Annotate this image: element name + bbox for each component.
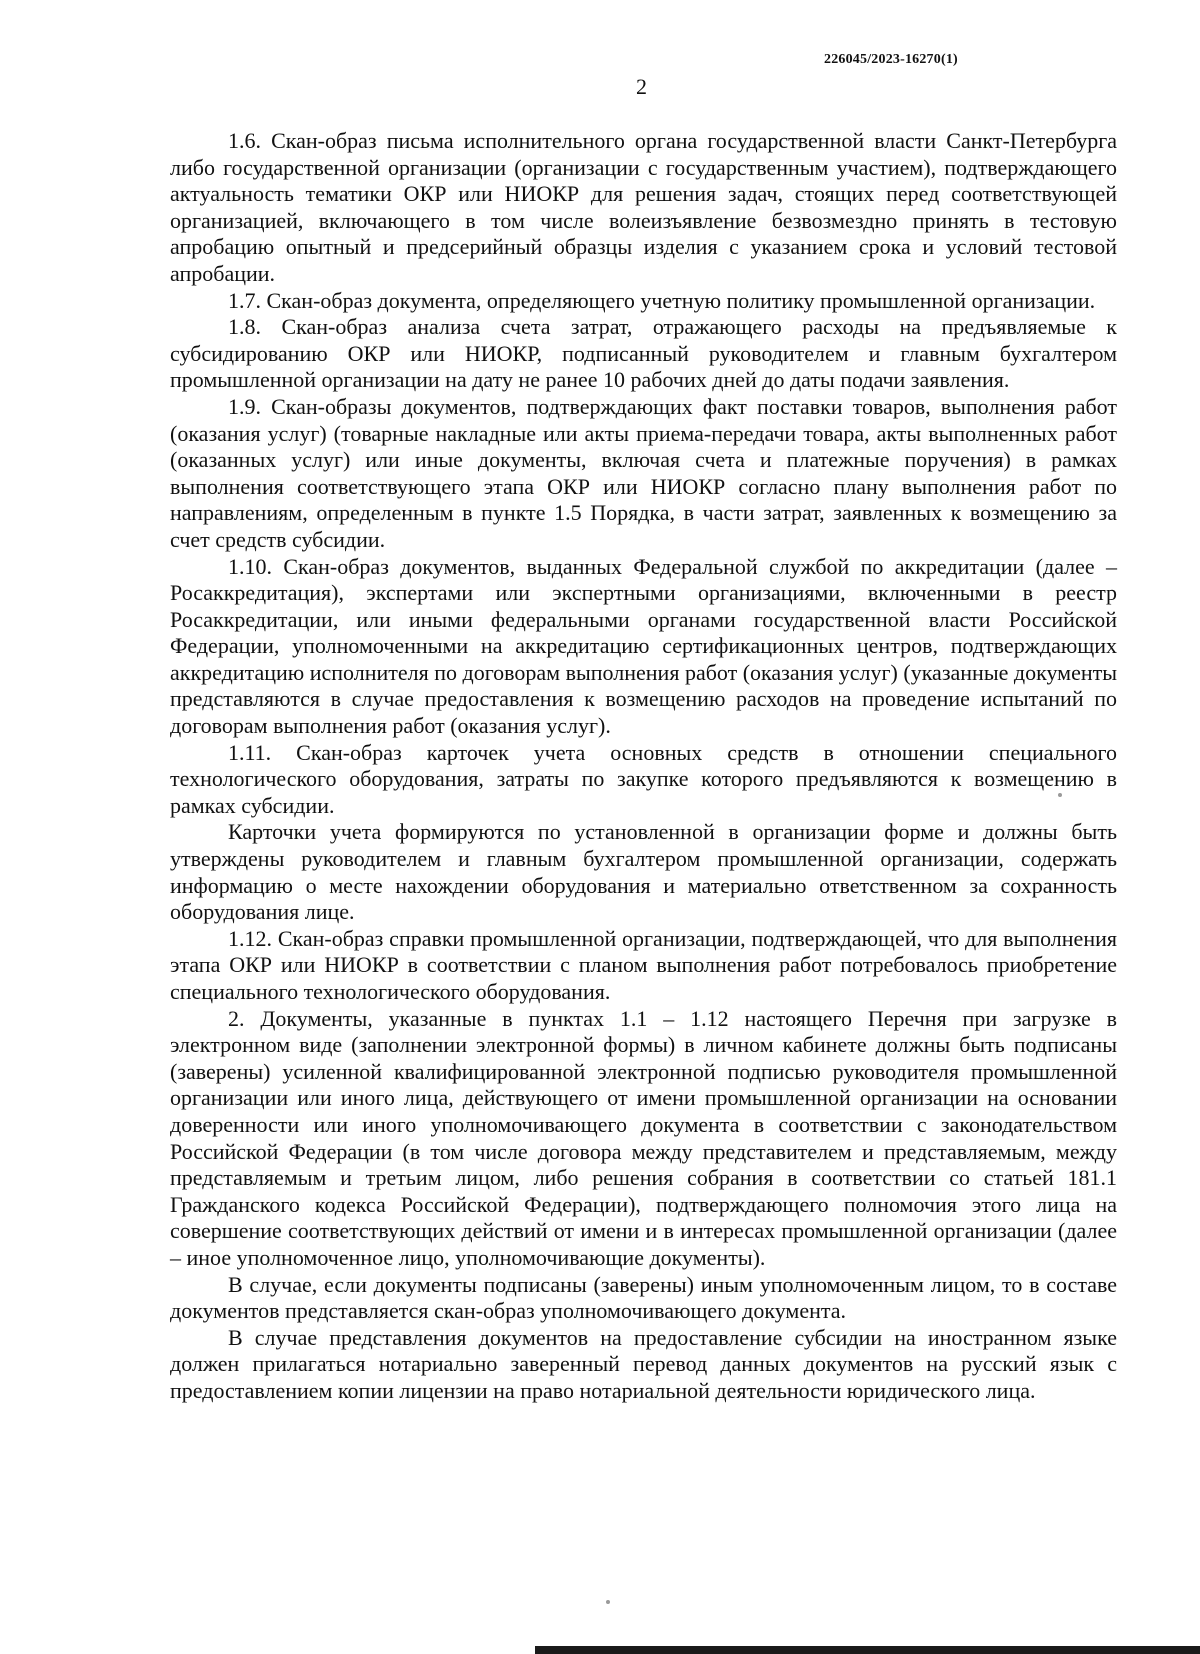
paragraph-1-10: 1.10. Скан-образ документов, выданных Федеральной службой по аккредитации (далее – Росаккредитация), экспертами или экспертными организациями, включенными в реестр Росаккредитации, или иными федеральными органами государственной власти Российской Федерации, уполномоченными на аккредитацию сертификационных центров, подтверждающих аккредитацию исполнителя по договорам выполнения работ (оказания услуг) (указанные документы представляются в случае предоставления к возмещению расходов на проведение испытаний по договорам выполнения работ (оказания услуг). <box>170 553 1118 739</box>
paragraph-1-9: 1.9. Скан-образы документов, подтверждающих факт поставки товаров, выполнения работ (оказания услуг) (товарные накладные или акты приема-передачи товара, акты выполненных работ (оказанных услуг) или иные документы, включая счета и платежные поручения) в рамках выполнения соответствующего этапа ОКР или НИОКР согласно плану выполнения работ по направлениям, определенным в пункте 1.5 Порядка, в части затрат, заявленных к возмещению за счет средств субсидии. <box>170 393 1117 552</box>
paragraph-1-8: 1.8. Скан-образ анализа счета затрат, отражающего расходы на предъявляемые к субсидированию ОКР или НИОКР, подписанный руководителем и главным бухгалтером промышленной организации на дату не ранее 10 рабочих дней до даты подачи заявления. <box>170 314 1117 393</box>
document-body <box>170 128 1117 1405</box>
paragraph-1-6: 1.6. Скан-образ письма исполнительного органа государственной власти Санкт-Петербурга либо государственной организации (организации с государственным участием), подтверждающего актуальность тематики ОКР или НИОКР для решения задач, стоящих перед соответствующей организацией, включающего в том числе волеизъявление безвозмездно принять в тестовую апробацию опытный и предсерийный образцы изделия с указанием срока и условий тестовой апробации. <box>170 128 1117 286</box>
paragraph-1-11: 1.11. Скан-образ карточек учета основных средств в отношении специального технологического оборудования, затраты по закупке которого предъявляются к возмещению в рамках субсидии. <box>170 739 1117 818</box>
bottom-scan-border <box>535 1646 1200 1654</box>
document-registration-number: 226045/2023-16270(1) <box>824 52 958 67</box>
scan-artifact-dot <box>606 1600 610 1604</box>
paragraph-2: 2. Документы, указанные в пунктах 1.1 – 1.12 настоящего Перечня при загрузке в электронном виде (заполнении электронной формы) в личном кабинете должны быть подписаны (заверены) усиленной квалифицированной электронной подписью руководителя промышленной организации или иного лица, действующего от имени промышленной организации на основании доверенности или иного уполномочивающего документа в соответствии с законодательством Российской Федерации (в том числе договора между представителем и представляемым, между представляемым и третьим лицом, либо решения собрания в соответствии со статьей 181.1 Гражданского кодекса Российской Федерации), подтверждающего полномочия этого лица на совершение соответствующих действий от имени и в интересах промышленной организации (далее – иное уполномоченное лицо, уполномочивающие документы). <box>170 1005 1117 1270</box>
paragraph-asset-cards: Карточки учета формируются по установленной в организации форме и должны быть утверждены руководителем и главным бухгалтером промышленной организации, содержать информацию о месте нахождении оборудования и материально ответственном за сохранность оборудования лице. <box>170 819 1117 925</box>
scan-artifact-dot <box>1058 793 1062 797</box>
page-number: 2 <box>636 74 647 99</box>
paragraph-1-7: 1.7. Скан-образ документа, определяющего учетную политику промышленной организации. <box>228 287 1096 313</box>
paragraph-authorized-person: В случае, если документы подписаны (заверены) иным уполномоченным лицом, то в составе документов представляется скан-образ уполномочивающего документа. <box>170 1271 1117 1324</box>
paragraph-foreign-language: В случае представления документов на предоставление субсидии на иностранном языке должен прилагаться нотариально заверенный перевод данных документов на русский язык с предоставлением копии лицензии на право нотариальной деятельности юридического лица. <box>170 1324 1117 1403</box>
paragraph-1-12: 1.12. Скан-образ справки промышленной организации, подтверждающей, что для выполнения этапа ОКР или НИОКР в соответствии с планом выполнения работ потребовалось приобретение специального технологического оборудования. <box>170 925 1117 1004</box>
